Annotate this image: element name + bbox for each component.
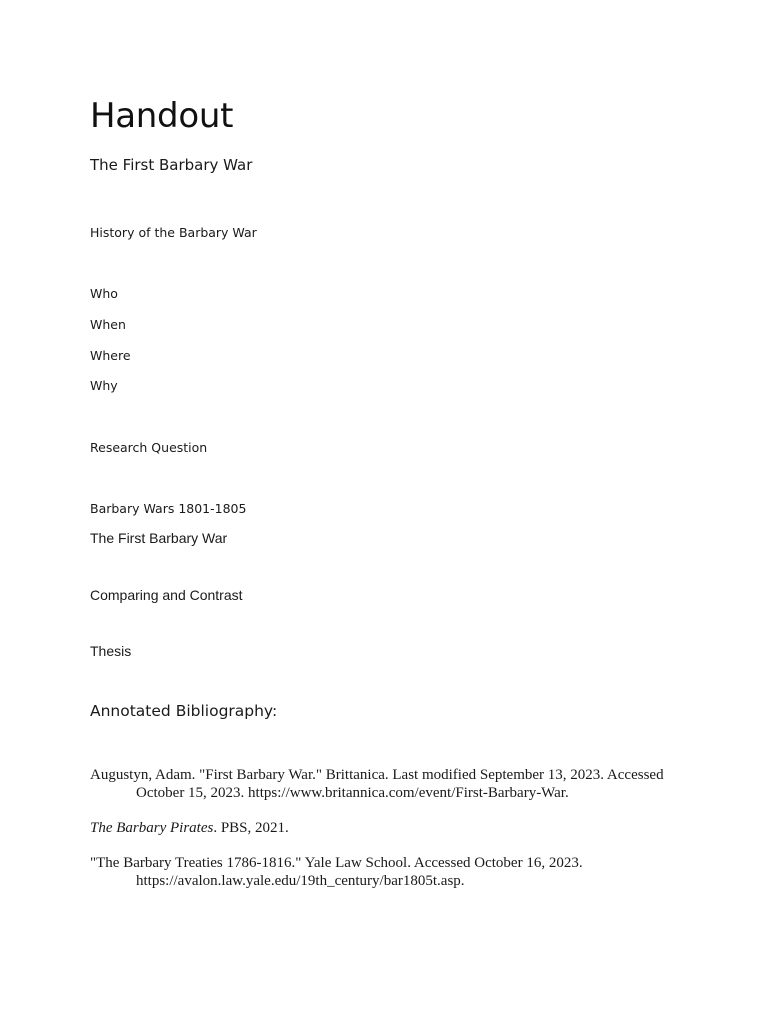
- thesis-heading: Thesis: [90, 643, 132, 659]
- question-why: Why: [90, 378, 118, 393]
- bibliography-entry-continuation: October 15, 2023. https://www.britannica.com/event/First-Barbary-War.: [136, 785, 569, 801]
- first-barbary-war-line: The First Barbary War: [90, 530, 228, 546]
- bibliography-entry-line: "The Barbary Treaties 1786-1816." Yale Law School. Accessed October 16, 2023.: [90, 855, 583, 871]
- question-when: When: [90, 317, 126, 332]
- question-where: Where: [90, 348, 131, 363]
- bibliography-entry: [90, 766, 690, 802]
- bibliography-entry-title: The Barbary Pirates: [90, 820, 214, 836]
- barbary-wars-dates: Barbary Wars 1801-1805: [90, 501, 247, 516]
- page-subtitle: The First Barbary War: [90, 156, 253, 174]
- comparing-contrast-heading: Comparing and Contrast: [90, 587, 243, 603]
- history-heading: History of the Barbary War: [90, 225, 257, 240]
- research-question-heading: Research Question: [90, 440, 208, 455]
- page-title: Handout: [90, 96, 234, 136]
- bibliography-entry: [90, 854, 690, 890]
- bibliography-entry-line: Augustyn, Adam. "First Barbary War." Brittanica. Last modified September 13, 2023. Accessed: [90, 767, 664, 783]
- bibliography-entry: [90, 819, 690, 837]
- bibliography-entry-continuation: https://avalon.law.yale.edu/19th_century/bar1805t.asp.: [136, 873, 465, 889]
- question-who: Who: [90, 286, 118, 301]
- bibliography-heading: Annotated Bibliography:: [90, 702, 278, 720]
- bibliography-entry-rest: . PBS, 2021.: [213, 820, 289, 836]
